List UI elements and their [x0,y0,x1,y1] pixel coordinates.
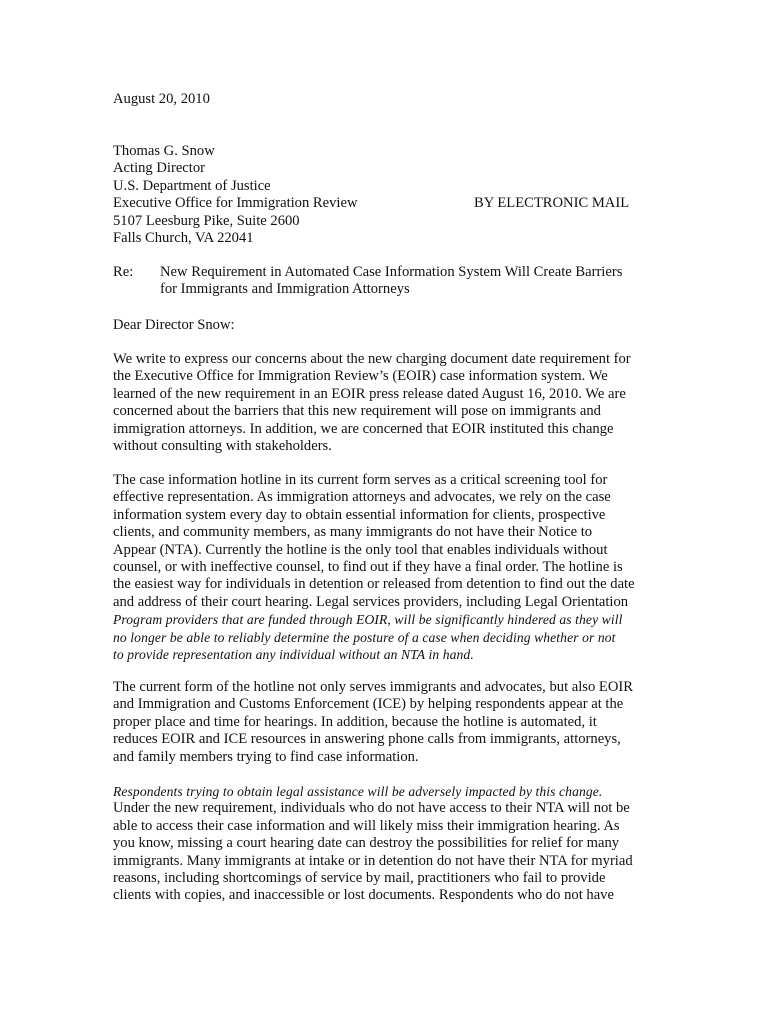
paragraph-line: immigration attorneys. In addition, we are concerned that EOIR instituted this change [113,420,614,437]
re-subject-line: for Immigrants and Immigration Attorneys [160,281,410,298]
paragraph-line: We write to express our concerns about the new charging document date requirement for [113,351,631,367]
recipient-address [113,143,653,247]
re-subject [160,264,660,299]
paragraph-line: the Executive Office for Immigration Review’s (EOIR) case information system. We [113,368,608,385]
paragraph-line: no longer be able to reliably determine the posture of a case when deciding whether or not [113,629,616,645]
paragraph-line: Program providers that are funded through EOIR, will be significantly hindered as they will [113,612,623,628]
date-text: August 20, 2010 [113,91,210,107]
paragraph-line: reasons, including shortcomings of service by mail, practitioners who fail to provide [113,870,606,887]
re-line [113,264,653,300]
salutation [113,317,653,334]
paragraph-line: effective representation. As immigration attorneys and advocates, we rely on the case [113,489,611,506]
paragraph-line: information system every day to obtain essential information for clients, prospective [113,506,606,523]
paragraph-line: and Immigration and Customs Enforcement (ICE) by helping respondents appear at the [113,696,624,713]
paragraph-1 [113,351,653,455]
delivery-method: BY ELECTRONIC MAIL [474,195,630,212]
paragraph-line: Respondents trying to obtain legal assistance will be adversely impacted by this change. [113,784,603,799]
paragraph-line: clients, and community members, as many immigrants do not have their Notice to [113,524,593,541]
paragraph-2 [113,472,653,663]
recipient-office: Executive Office for Immigration Review [113,195,358,212]
paragraph-line: able to access their case information and will likely miss their immigration hearing. As [113,817,620,834]
paragraph-line: and address of their court hearing. Legal services providers, including Legal Orientation [113,593,629,610]
recipient-street: 5107 Leesburg Pike, Suite 2600 [113,212,300,229]
paragraph-line: Appear (NTA). Currently the hotline is the only tool that enables individuals without [113,541,608,558]
recipient-city: Falls Church, VA 22041 [113,230,254,247]
paragraph-line: you know, missing a court hearing date can destroy the possibilities for relief for many [113,835,620,852]
paragraph-line: The case information hotline in its current form serves as a critical screening tool for [113,472,608,488]
re-label: Re: [113,264,134,280]
paragraph-line: reduces EOIR and ICE resources in answering phone calls from immigrants, attorneys, [113,731,621,748]
recipient-department: U.S. Department of Justice [113,177,271,194]
paragraph-line: the easiest way for individuals in detention or released from detention to find out the date [113,576,635,593]
paragraph-line: The current form of the hotline not only serves immigrants and advocates, but also EOIR [113,679,633,695]
paragraph-line: and family members trying to find case information. [113,748,419,765]
paragraph-line: without consulting with stakeholders. [113,438,332,455]
paragraph-line: proper place and time for hearings. In addition, because the hotline is automated, it [113,713,597,730]
paragraph-3 [113,679,653,766]
recipient-title: Acting Director [113,160,205,177]
re-subject-line: New Requirement in Automated Case Information System Will Create Barriers [160,264,623,280]
paragraph-line: concerned about the barriers that this new requirement will pose on immigrants and [113,403,601,420]
paragraph-line: learned of the new requirement in an EOIR press release dated August 16, 2010. We are [113,385,626,402]
letter-date [113,91,653,108]
paragraph-line: to provide representation any individual without an NTA in hand. [113,647,474,663]
paragraph-line: clients with copies, and inaccessible or lost documents. Respondents who do not have [113,887,614,904]
paragraph-4 [113,783,653,905]
salutation-text: Dear Director Snow: [113,317,235,333]
paragraph-line: counsel, or with ineffective counsel, to find out if they have a final order. The hotline is [113,559,623,576]
paragraph-line: immigrants. Many immigrants at intake or in detention do not have their NTA for myriad [113,852,633,869]
recipient-name: Thomas G. Snow [113,143,215,159]
paragraph-line: Under the new requirement, individuals who do not have access to their NTA will not be [113,800,630,817]
recipient-office-row [113,195,653,212]
